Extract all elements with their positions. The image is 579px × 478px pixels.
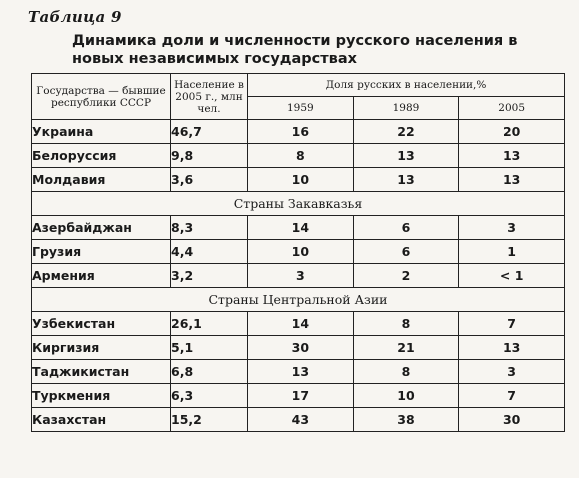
share-1959-cell: 10 bbox=[248, 168, 354, 192]
population-cell: 6,8 bbox=[171, 360, 248, 384]
population-cell: 46,7 bbox=[171, 120, 248, 144]
population-cell: 26,1 bbox=[171, 312, 248, 336]
share-1959-cell: 17 bbox=[248, 384, 354, 408]
population-cell: 15,2 bbox=[171, 408, 248, 432]
share-1989-cell: 13 bbox=[353, 144, 459, 168]
share-1959-cell: 43 bbox=[248, 408, 354, 432]
share-1959-cell: 30 bbox=[248, 336, 354, 360]
header-share: Доля русских в населении,% bbox=[248, 74, 565, 97]
share-2005-cell: 30 bbox=[459, 408, 565, 432]
share-1989-cell: 6 bbox=[353, 240, 459, 264]
population-cell: 5,1 bbox=[171, 336, 248, 360]
share-2005-cell: 3 bbox=[459, 216, 565, 240]
share-1989-cell: 2 bbox=[353, 264, 459, 288]
table-row bbox=[32, 384, 565, 408]
table-body bbox=[32, 120, 565, 432]
share-1959-cell: 14 bbox=[248, 216, 354, 240]
table-row bbox=[32, 168, 565, 192]
country-cell: Молдавия bbox=[32, 168, 171, 192]
section-heading: Страны Центральной Азии bbox=[32, 288, 565, 312]
table-row bbox=[32, 408, 565, 432]
share-2005-cell: 3 bbox=[459, 360, 565, 384]
share-2005-cell: 13 bbox=[459, 336, 565, 360]
share-1989-cell: 6 bbox=[353, 216, 459, 240]
share-1959-cell: 3 bbox=[248, 264, 354, 288]
country-cell: Грузия bbox=[32, 240, 171, 264]
table-title: Динамика доли и численности русского населения в новых независимых государствах bbox=[72, 33, 518, 67]
population-cell: 4,4 bbox=[171, 240, 248, 264]
share-1989-cell: 22 bbox=[353, 120, 459, 144]
share-1959-cell: 13 bbox=[248, 360, 354, 384]
russian-population-table bbox=[31, 73, 565, 432]
share-2005-cell: 1 bbox=[459, 240, 565, 264]
table-label: Таблица 9 bbox=[28, 8, 122, 26]
share-1959-cell: 14 bbox=[248, 312, 354, 336]
share-1989-cell: 13 bbox=[353, 168, 459, 192]
country-cell: Казахстан bbox=[32, 408, 171, 432]
country-cell: Туркмения bbox=[32, 384, 171, 408]
country-cell: Таджикистан bbox=[32, 360, 171, 384]
population-cell: 3,2 bbox=[171, 264, 248, 288]
table-row bbox=[32, 336, 565, 360]
share-2005-cell: 20 bbox=[459, 120, 565, 144]
header-population: Население в 2005 г., млн чел. bbox=[171, 74, 248, 120]
share-1989-cell: 10 bbox=[353, 384, 459, 408]
share-1989-cell: 38 bbox=[353, 408, 459, 432]
table-row bbox=[32, 144, 565, 168]
population-cell: 8,3 bbox=[171, 216, 248, 240]
share-2005-cell: 13 bbox=[459, 168, 565, 192]
share-1959-cell: 16 bbox=[248, 120, 354, 144]
share-2005-cell: 7 bbox=[459, 312, 565, 336]
country-cell: Узбекистан bbox=[32, 312, 171, 336]
table-row bbox=[32, 360, 565, 384]
population-cell: 9,8 bbox=[171, 144, 248, 168]
header-country: Государства — бывшие республики СССР bbox=[32, 74, 171, 120]
share-1959-cell: 10 bbox=[248, 240, 354, 264]
share-1989-cell: 21 bbox=[353, 336, 459, 360]
share-2005-cell: 7 bbox=[459, 384, 565, 408]
share-1989-cell: 8 bbox=[353, 312, 459, 336]
header-year-1989: 1989 bbox=[353, 97, 459, 120]
population-cell: 3,6 bbox=[171, 168, 248, 192]
share-2005-cell: < 1 bbox=[459, 264, 565, 288]
population-cell: 6,3 bbox=[171, 384, 248, 408]
share-2005-cell: 13 bbox=[459, 144, 565, 168]
country-cell: Азербайджан bbox=[32, 216, 171, 240]
share-1989-cell: 8 bbox=[353, 360, 459, 384]
header-year-1959: 1959 bbox=[248, 97, 354, 120]
table-row bbox=[32, 312, 565, 336]
country-cell: Белоруссия bbox=[32, 144, 171, 168]
share-1959-cell: 8 bbox=[248, 144, 354, 168]
country-cell: Киргизия bbox=[32, 336, 171, 360]
section-heading-row bbox=[32, 288, 565, 312]
section-heading: Страны Закавказья bbox=[32, 192, 565, 216]
country-cell: Украина bbox=[32, 120, 171, 144]
table-row bbox=[32, 120, 565, 144]
table-row bbox=[32, 216, 565, 240]
table-row bbox=[32, 240, 565, 264]
section-heading-row bbox=[32, 192, 565, 216]
header-year-2005: 2005 bbox=[459, 97, 565, 120]
country-cell: Армения bbox=[32, 264, 171, 288]
table-row bbox=[32, 264, 565, 288]
